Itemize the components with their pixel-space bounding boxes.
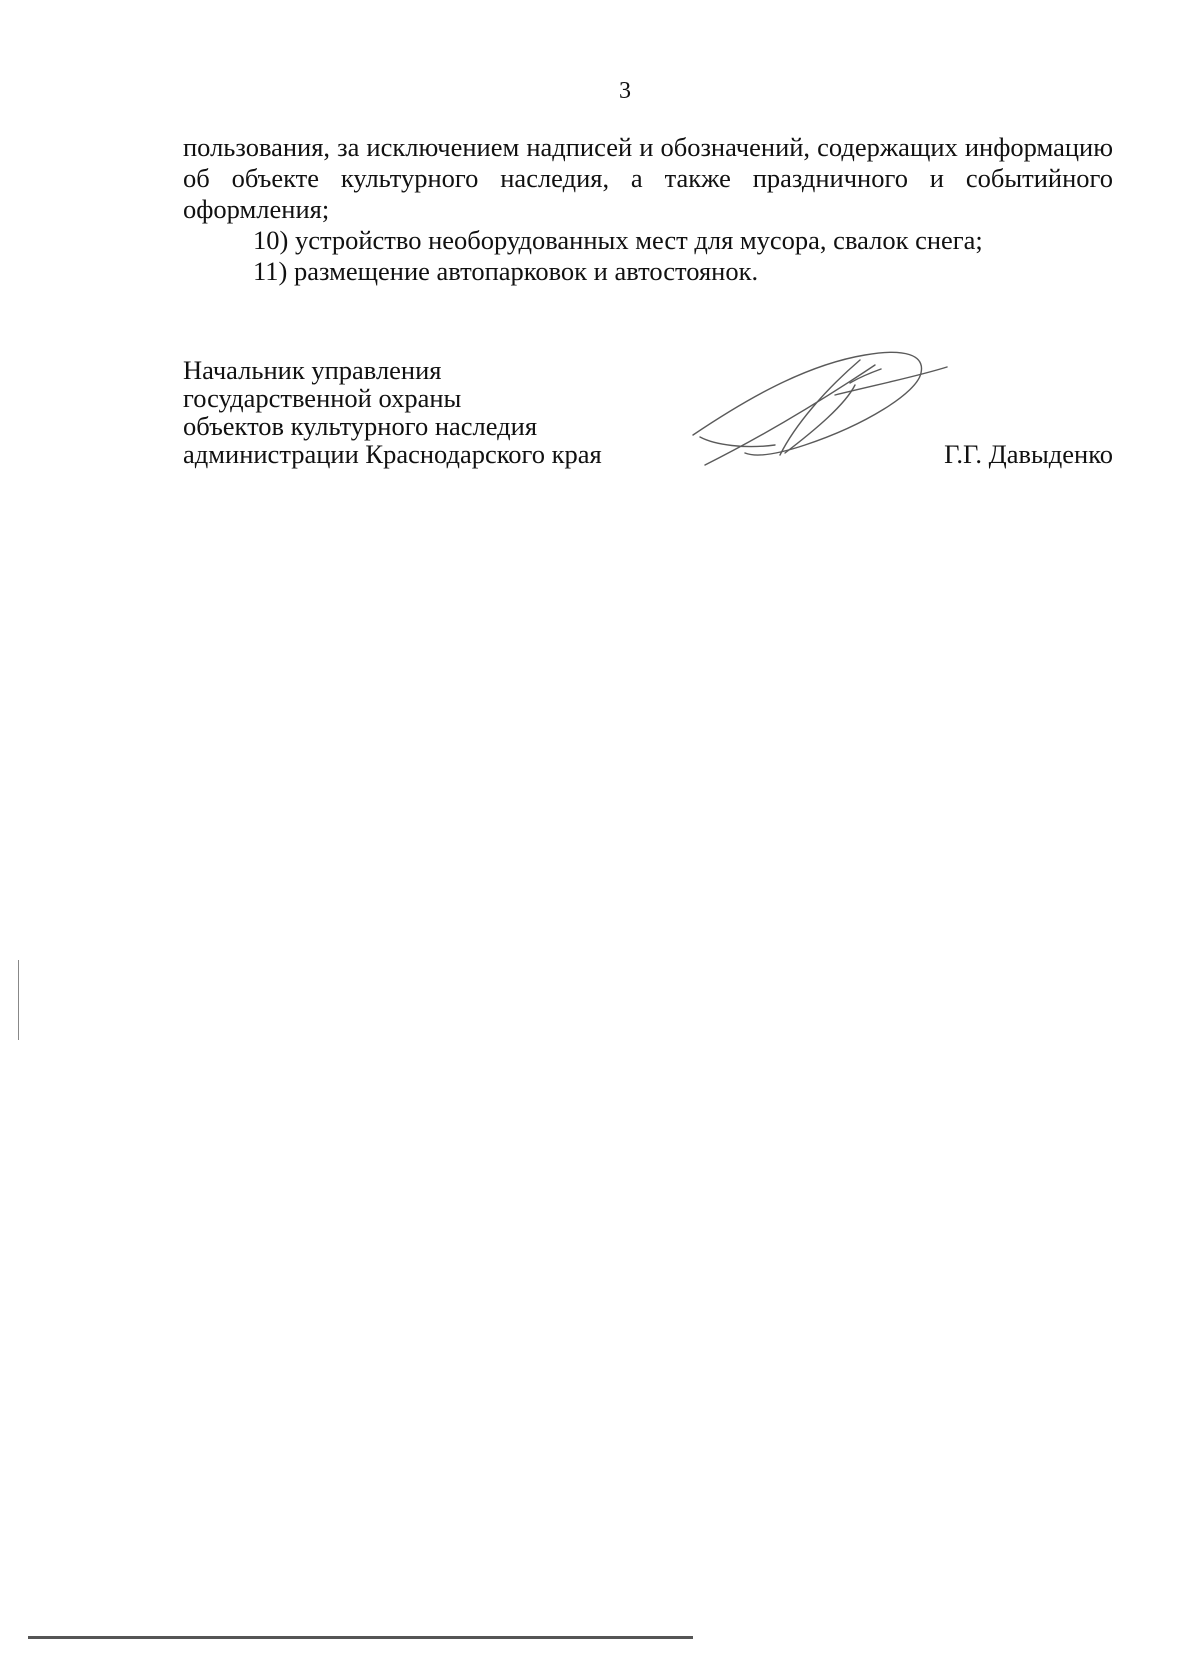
footer-rule [28, 1636, 693, 1639]
signer-title-line: администрации Краснодарского края [183, 439, 602, 469]
page-number: 3 [619, 78, 631, 104]
list-item-11: 11) размещение автопарковок и автостоянок. [253, 256, 759, 286]
document-body [183, 132, 1113, 287]
left-margin-mark [18, 960, 19, 1040]
signer-title-line: государственной охраны [183, 383, 462, 413]
handwritten-signature [685, 345, 965, 495]
signer-title-line: объектов культурного наследия [183, 411, 538, 441]
signature-block [183, 356, 1113, 506]
signer-title-line: Начальник управления [183, 355, 442, 385]
signer-title [183, 356, 602, 468]
list-item-10: 10) устройство необорудованных мест для мусора, свалок снега; [253, 225, 983, 255]
signer-name: Г.Г. Давыденко [944, 439, 1113, 469]
paragraph-continuation: пользования, за исключением надписей и обозначений, содержащих информацию об объекте культурного наследия, а также праздничного и событийного оформления; [183, 132, 1113, 224]
